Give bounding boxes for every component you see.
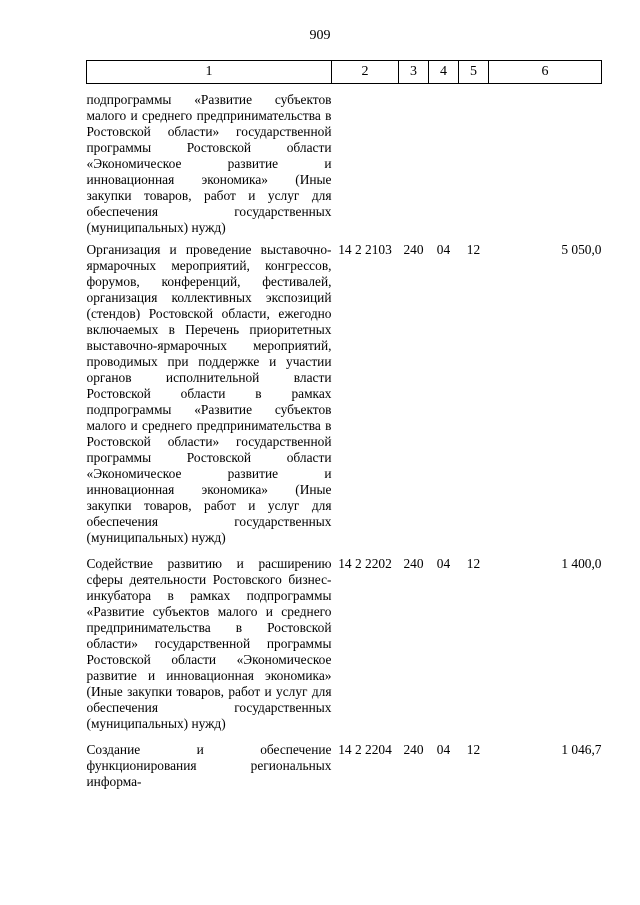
row-rz <box>429 84 459 237</box>
row-code: 14 2 2103 <box>338 242 392 257</box>
budget-table <box>86 60 602 794</box>
header-col-description: 1 <box>87 61 332 84</box>
row-pr <box>459 84 489 237</box>
row-vr <box>399 84 429 237</box>
row-amount: 1 400,0 <box>561 556 602 571</box>
row-amount: 5 050,0 <box>561 242 602 257</box>
table-row <box>87 84 602 237</box>
row-amount <box>489 84 602 237</box>
row-rz: 04 <box>436 742 451 757</box>
table-row <box>87 550 602 736</box>
page-number: 909 <box>309 28 331 43</box>
row-description: Создание и обеспечение функционирования региональных информа- <box>86 742 332 789</box>
row-vr: 240 <box>403 242 424 257</box>
row-description: Содействие развитию и расширению сферы деятельности Ростовского бизнес-инкубатора в рамках подпрограммы «Развитие субъектов малого и среднего предпринимательства в Ростовской области» государственной программы Ростовской области «Экономическое развитие и инновационная экономика» (Иные закупки товаров, работ и услуг для обеспечения государственных (муниципальных) нужд) <box>86 556 332 731</box>
header-col-code: 2 <box>332 61 399 84</box>
row-amount: 1 046,7 <box>561 742 602 757</box>
row-description: Организация и проведение выставочно-ярмарочных мероприятий, конгрессов, форумов, конференций, фестивалей, организация коллективных экспозиций (стендов) Ростовской области, ежегодно включаемых в Перечень приоритетных выставочно-ярмарочных мероприятий, проводимых при поддержке и участии органов исполнительной власти Ростовской области в рамках подпрограммы «Развитие субъектов малого и среднего предпринимательства в Ростовской области» государственной программы Ростовской области «Экономическое развитие и инновационная экономика» (Иные закупки товаров, работ и услуг для обеспечения государственных (муниципальных) нужд) <box>86 242 332 545</box>
row-pr: 12 <box>466 742 481 757</box>
header-col-amount: 6 <box>489 61 602 84</box>
row-vr: 240 <box>403 742 424 757</box>
row-vr: 240 <box>403 556 424 571</box>
row-pr: 12 <box>466 556 481 571</box>
row-pr: 12 <box>466 242 481 257</box>
table-row <box>87 236 602 550</box>
row-code <box>332 84 399 237</box>
header-col-pr: 5 <box>459 61 489 84</box>
table-row <box>87 736 602 794</box>
row-description: подпрограммы «Развитие субъектов малого и среднего предпринимательства в Ростовской области» государственной программы Ростовской области «Экономическое развитие и инновационная экономика» (Иные закупки товаров, работ и услуг для обеспечения государственных (муниципальных) нужд) <box>86 92 332 235</box>
header-col-vr: 3 <box>399 61 429 84</box>
table-header-row <box>87 61 602 84</box>
row-code: 14 2 2202 <box>338 556 392 571</box>
row-code: 14 2 2204 <box>338 742 392 757</box>
row-rz: 04 <box>436 556 451 571</box>
header-col-rz: 4 <box>429 61 459 84</box>
row-rz: 04 <box>436 242 451 257</box>
